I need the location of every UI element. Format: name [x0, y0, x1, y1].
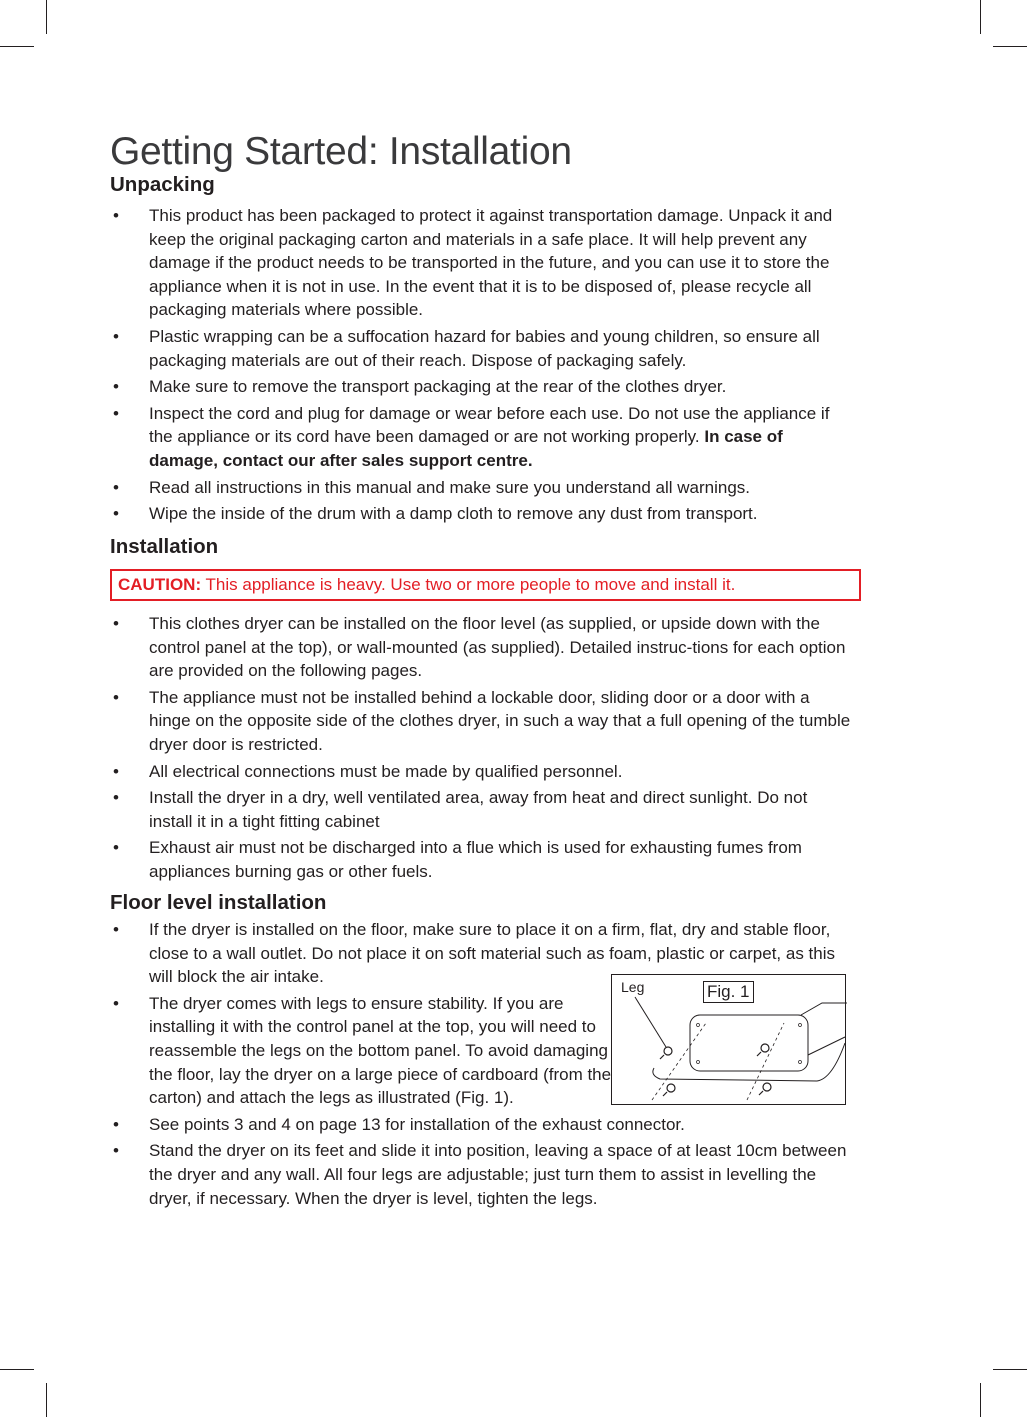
- list-item: • Plastic wrapping can be a suffocation hazard for babies and young children, so ensure all packaging materials are out of their reach. Dispose of packaging safely.: [110, 325, 855, 372]
- support-note: In case of damage, contact our after sales support centre.: [149, 427, 783, 470]
- crop-mark: [993, 1369, 1027, 1370]
- figure-label: Fig. 1: [703, 981, 754, 1003]
- unpacking-heading: Unpacking: [110, 173, 215, 196]
- floor-heading: Floor level installation: [110, 891, 327, 914]
- list-item: • This clothes dryer can be installed on the floor level (as supplied, or upside down with the control panel at the top), or wall-mounted (as supplied). Detailed instruc-tions for each option are provided on the following pages.: [110, 612, 855, 683]
- crop-mark: [980, 0, 981, 34]
- list-item: • The dryer comes with legs to ensure stability. If you are installing it with the control panel at the top, you will need to reassemble the legs on the bottom panel. To avoid damaging the floor, lay the dryer on a large piece of cardboard (from the carton) and attach the legs as illustrated (Fig. 1).: [110, 992, 634, 1110]
- list-item: • The appliance must not be installed behind a lockable door, sliding door or a door with a hinge on the opposite side of the clothes dryer, in such a way that a full opening of the tumble dryer door is restricted.: [110, 686, 855, 757]
- list-item: • Make sure to remove the transport packaging at the rear of the clothes dryer.: [110, 375, 855, 399]
- page-title: Getting Started: Installation: [110, 130, 572, 174]
- list-item: • Wipe the inside of the drum with a damp cloth to remove any dust from transport.: [110, 502, 855, 526]
- list-item-text: Inspect the cord and plug for damage or wear before each use. Do not use the appliance if the appliance or its cord have been damaged or are not working properly.: [149, 403, 830, 447]
- installation-list: [110, 612, 855, 887]
- list-item: • This product has been packaged to protect it against transportation damage. Unpack it and keep the original packaging carton and materials in a safe place. It will help prevent any damage if the product needs to be transported in the future, and you can use it to store the appliance when it is not in use. In the event that it is to be disposed of, please recycle all packaging materials where possible.: [110, 204, 855, 322]
- crop-mark: [993, 46, 1027, 47]
- list-item: [110, 402, 855, 473]
- crop-mark: [0, 1369, 34, 1370]
- list-item: • Exhaust air must not be discharged into a flue which is used for exhausting fumes from appliances burning gas or other fuels.: [110, 836, 855, 883]
- caution-box: [110, 569, 861, 601]
- unpacking-list: [110, 204, 855, 529]
- list-item: • Read all instructions in this manual and make sure you understand all warnings.: [110, 476, 855, 500]
- installation-heading: Installation: [110, 535, 219, 558]
- leg-label: Leg: [621, 979, 645, 995]
- caution-text: This appliance is heavy. Use two or more people to move and install it.: [201, 575, 736, 594]
- figure-1: [611, 974, 846, 1105]
- caution-label: CAUTION:: [118, 575, 202, 594]
- crop-mark: [46, 0, 47, 34]
- list-item: • See points 3 and 4 on page 13 for installation of the exhaust connector.: [110, 1113, 855, 1137]
- crop-mark: [46, 1383, 47, 1417]
- list-item: • If the dryer is installed on the floor, make sure to place it on a firm, flat, dry and stable floor, close to a wall outlet. Do not place it on soft material such as foam, plastic or carpet, as this will block the air intake.: [110, 918, 855, 989]
- list-item: • All electrical connections must be made by qualified personnel.: [110, 760, 855, 784]
- crop-mark: [980, 1383, 981, 1417]
- list-item: • Install the dryer in a dry, well ventilated area, away from heat and direct sunlight. Do not install it in a tight fitting cabinet: [110, 786, 855, 833]
- list-item: • Stand the dryer on its feet and slide it into position, leaving a space of at least 10cm between the dryer and any wall. All four legs are adjustable; just turn them to assist in levelling the dryer, if necessary. When the dryer is level, tighten the legs.: [110, 1139, 855, 1210]
- crop-mark: [0, 46, 34, 47]
